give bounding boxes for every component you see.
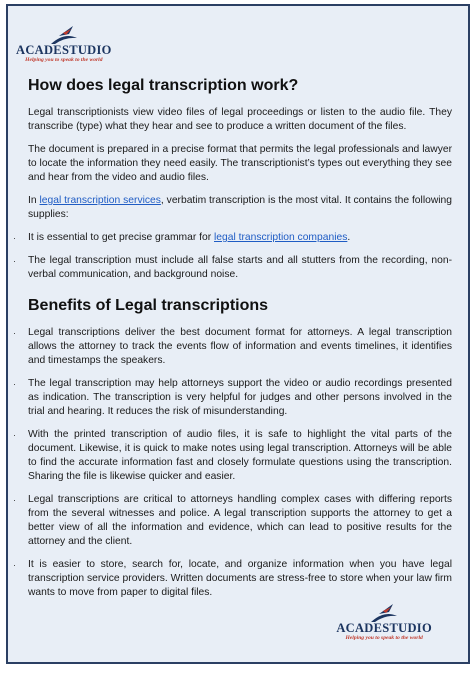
document-page — [6, 4, 470, 664]
bullet-marker: · — [13, 379, 16, 389]
brand-logo-top — [16, 24, 112, 64]
legal-transcription-companies-link[interactable]: legal transcription companies — [214, 232, 348, 243]
list-item — [13, 326, 452, 368]
list-item-text: With the printed transcription of audio files, it is safe to highlight the vital parts of the document. Likewise, it is quick to make notes using legal transcription. Attorneys will be able to find the accurate information fast and closely formulate questions using the transcription. Sharing the file is likewise quicker and easier. — [28, 429, 452, 482]
list-item-text: Legal transcriptions deliver the best document format for attorneys. A legal transcription allows the attorney to track the events flow of information and events timelines, it identifies and timestamps the speakers. — [28, 327, 452, 366]
bullet-marker: · — [13, 495, 16, 505]
paragraph: The document is prepared in a precise format that permits the legal professionals and lawyer to locate the information they need easily. The transcriptionist’s types out everything they see and hear from the video and audio files. — [28, 144, 452, 183]
text-span: . — [347, 232, 351, 243]
bullet-marker: · — [13, 328, 16, 338]
paragraph: Legal transcriptionists view video files of legal proceedings or listen to the audio file. They transcribe (type) what they hear and see to produce a written document of the files. — [28, 107, 452, 132]
list-item — [13, 493, 452, 549]
brand-name: ACADESTUDIO — [336, 621, 432, 635]
list-item — [13, 377, 452, 419]
list-item-text: The legal transcription must include all false starts and all stutters from the recording, non-verbal communication, and background noise. — [28, 255, 452, 280]
section-heading: Benefits of Legal transcriptions — [28, 297, 269, 314]
paragraph-with-link — [28, 194, 452, 222]
text-span: It is essential to get precise grammar for — [28, 232, 214, 243]
section-heading: How does legal transcription work? — [28, 77, 299, 94]
text-span: In — [28, 195, 40, 206]
legal-transcription-services-link[interactable]: legal transcription services — [39, 195, 161, 206]
bullet-marker: · — [13, 430, 16, 440]
list-item-text: The legal transcription may help attorneys support the video or audio recordings presented as indication. The transcription is very helpful for judges and other persons involved in the trial and hearing. It reduces the risk of misunderstanding. — [28, 378, 452, 417]
brand-tagline: Helping you to speak to the world — [25, 57, 103, 63]
brand-name: ACADESTUDIO — [16, 43, 112, 57]
list-item-text: It is easier to store, search for, locate, and organize information when you have legal transcription service providers. Written documents are stress-free to store when your law firm wants to move from paper to digital files. — [28, 559, 452, 598]
main-content — [13, 76, 453, 609]
brand-tagline: Helping you to speak to the world — [345, 635, 423, 641]
list-item — [13, 558, 452, 600]
bullet-marker: · — [13, 233, 16, 243]
text-span: , verbatim transcription is the most vital. It contains the following supplies: — [28, 195, 453, 220]
list-item — [13, 428, 452, 484]
list-item — [13, 254, 452, 282]
brand-logo-bottom — [336, 602, 432, 642]
list-item — [13, 231, 452, 245]
bullet-marker: · — [13, 256, 16, 266]
list-item-text: Legal transcriptions are critical to attorneys handling complex cases with differing reports from the several witnesses and police. A legal transcription supports the attorney to get a better view of all the information and evidence, which can lead to positive results for the attorney and the client. — [28, 494, 452, 547]
bullet-marker: · — [13, 560, 16, 570]
